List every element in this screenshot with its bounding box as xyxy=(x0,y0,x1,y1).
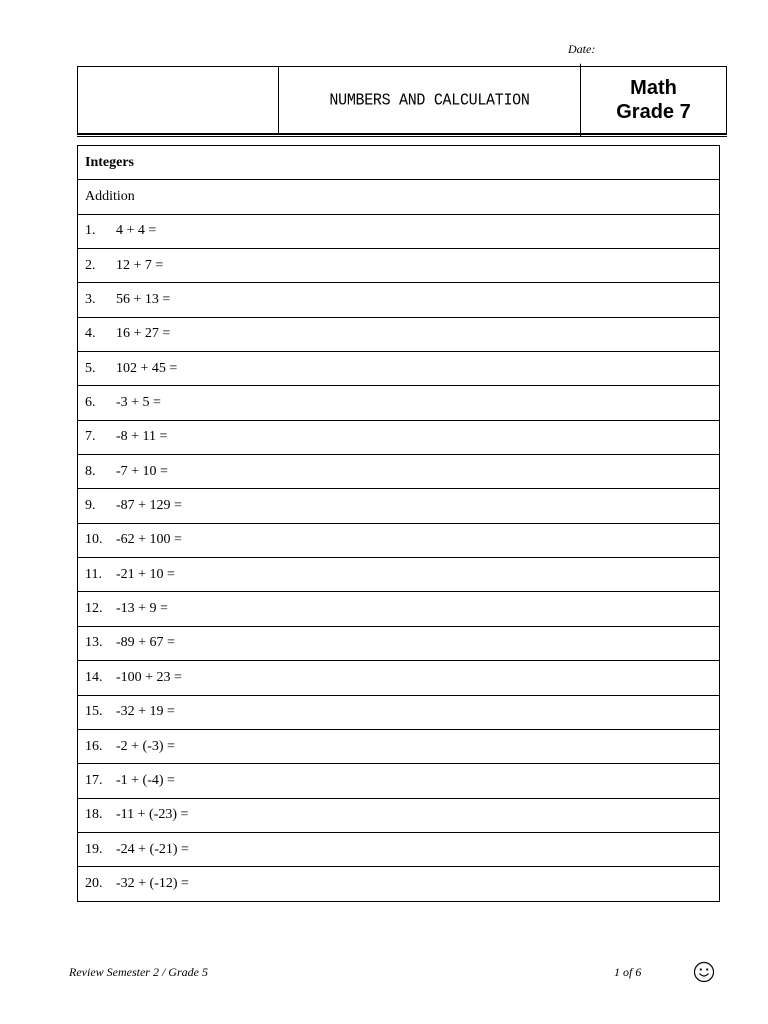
problem-number: 16. xyxy=(85,738,103,754)
problem-row xyxy=(78,352,719,386)
problem-row xyxy=(78,386,719,420)
problem-number: 20. xyxy=(85,875,103,891)
problem-row xyxy=(78,867,719,901)
problem-row xyxy=(78,318,719,352)
problem-number: 15. xyxy=(85,704,103,720)
subsection-title: Addition xyxy=(85,189,135,205)
problem-expression: -13 + 9 = xyxy=(116,601,168,617)
problem-number: 2. xyxy=(85,257,96,273)
problem-expression: 4 + 4 = xyxy=(116,223,157,239)
problem-row xyxy=(78,627,719,661)
problem-row xyxy=(78,696,719,730)
problem-row xyxy=(78,592,719,626)
problem-expression: -100 + 23 = xyxy=(116,669,182,685)
page-number: 1 of 6 xyxy=(614,965,642,979)
problem-expression: 56 + 13 = xyxy=(116,292,171,308)
problem-expression: -89 + 67 = xyxy=(116,635,175,651)
problem-expression: -32 + (-12) = xyxy=(116,875,189,891)
problem-row xyxy=(78,249,719,283)
problem-number: 7. xyxy=(85,429,96,445)
problem-number: 5. xyxy=(85,360,96,376)
date-label: Date: xyxy=(568,42,596,56)
problem-expression: -32 + 19 = xyxy=(116,704,175,720)
problem-number: 10. xyxy=(85,532,103,548)
problem-number: 9. xyxy=(85,498,96,514)
worksheet-header xyxy=(77,66,727,134)
problem-row xyxy=(78,799,719,833)
problem-number: 1. xyxy=(85,223,96,239)
problem-number: 12. xyxy=(85,601,103,617)
problem-row xyxy=(78,489,719,523)
problem-expression: -21 + 10 = xyxy=(116,566,175,582)
smiley-icon xyxy=(693,961,715,983)
problem-row xyxy=(78,730,719,764)
problem-expression: -24 + (-21) = xyxy=(116,841,189,857)
header-divider xyxy=(77,134,727,137)
problem-number: 19. xyxy=(85,841,103,857)
header-blank-cell xyxy=(78,67,279,133)
problem-table xyxy=(77,145,720,902)
problem-expression: -1 + (-4) = xyxy=(116,772,175,788)
problem-row xyxy=(78,524,719,558)
problem-expression: -3 + 5 = xyxy=(116,395,161,411)
problem-row xyxy=(78,283,719,317)
problem-number: 17. xyxy=(85,772,103,788)
problem-row xyxy=(78,421,719,455)
grade-label: Grade 7 xyxy=(616,101,691,123)
problem-expression: 12 + 7 = xyxy=(116,257,164,273)
footer-course: Review Semester 2 / Grade 5 xyxy=(69,965,208,979)
problem-row xyxy=(78,661,719,695)
problem-expression: 16 + 27 = xyxy=(116,326,171,342)
problem-number: 6. xyxy=(85,395,96,411)
subject-label: Math xyxy=(630,77,677,99)
problem-row xyxy=(78,558,719,592)
problem-number: 14. xyxy=(85,669,103,685)
problem-expression: -2 + (-3) = xyxy=(116,738,175,754)
problem-number: 8. xyxy=(85,463,96,479)
problem-expression: 102 + 45 = xyxy=(116,360,178,376)
problem-expression: -8 + 11 = xyxy=(116,429,168,445)
problem-row xyxy=(78,764,719,798)
subject-cell xyxy=(581,67,726,133)
problem-row xyxy=(78,833,719,867)
problem-number: 18. xyxy=(85,807,103,823)
problem-number: 13. xyxy=(85,635,103,651)
section-heading xyxy=(78,146,719,180)
section-title: Integers xyxy=(85,154,134,170)
problem-expression: -11 + (-23) = xyxy=(116,807,189,823)
worksheet-title: NUMBERS AND CALCULATION xyxy=(279,64,581,137)
problem-expression: -7 + 10 = xyxy=(116,463,168,479)
problem-number: 4. xyxy=(85,326,96,342)
problem-expression: -62 + 100 = xyxy=(116,532,182,548)
problem-row xyxy=(78,455,719,489)
problem-expression: -87 + 129 = xyxy=(116,498,182,514)
problem-number: 3. xyxy=(85,292,96,308)
subsection-heading xyxy=(78,180,719,214)
problem-row xyxy=(78,215,719,249)
problem-number: 11. xyxy=(85,566,102,582)
